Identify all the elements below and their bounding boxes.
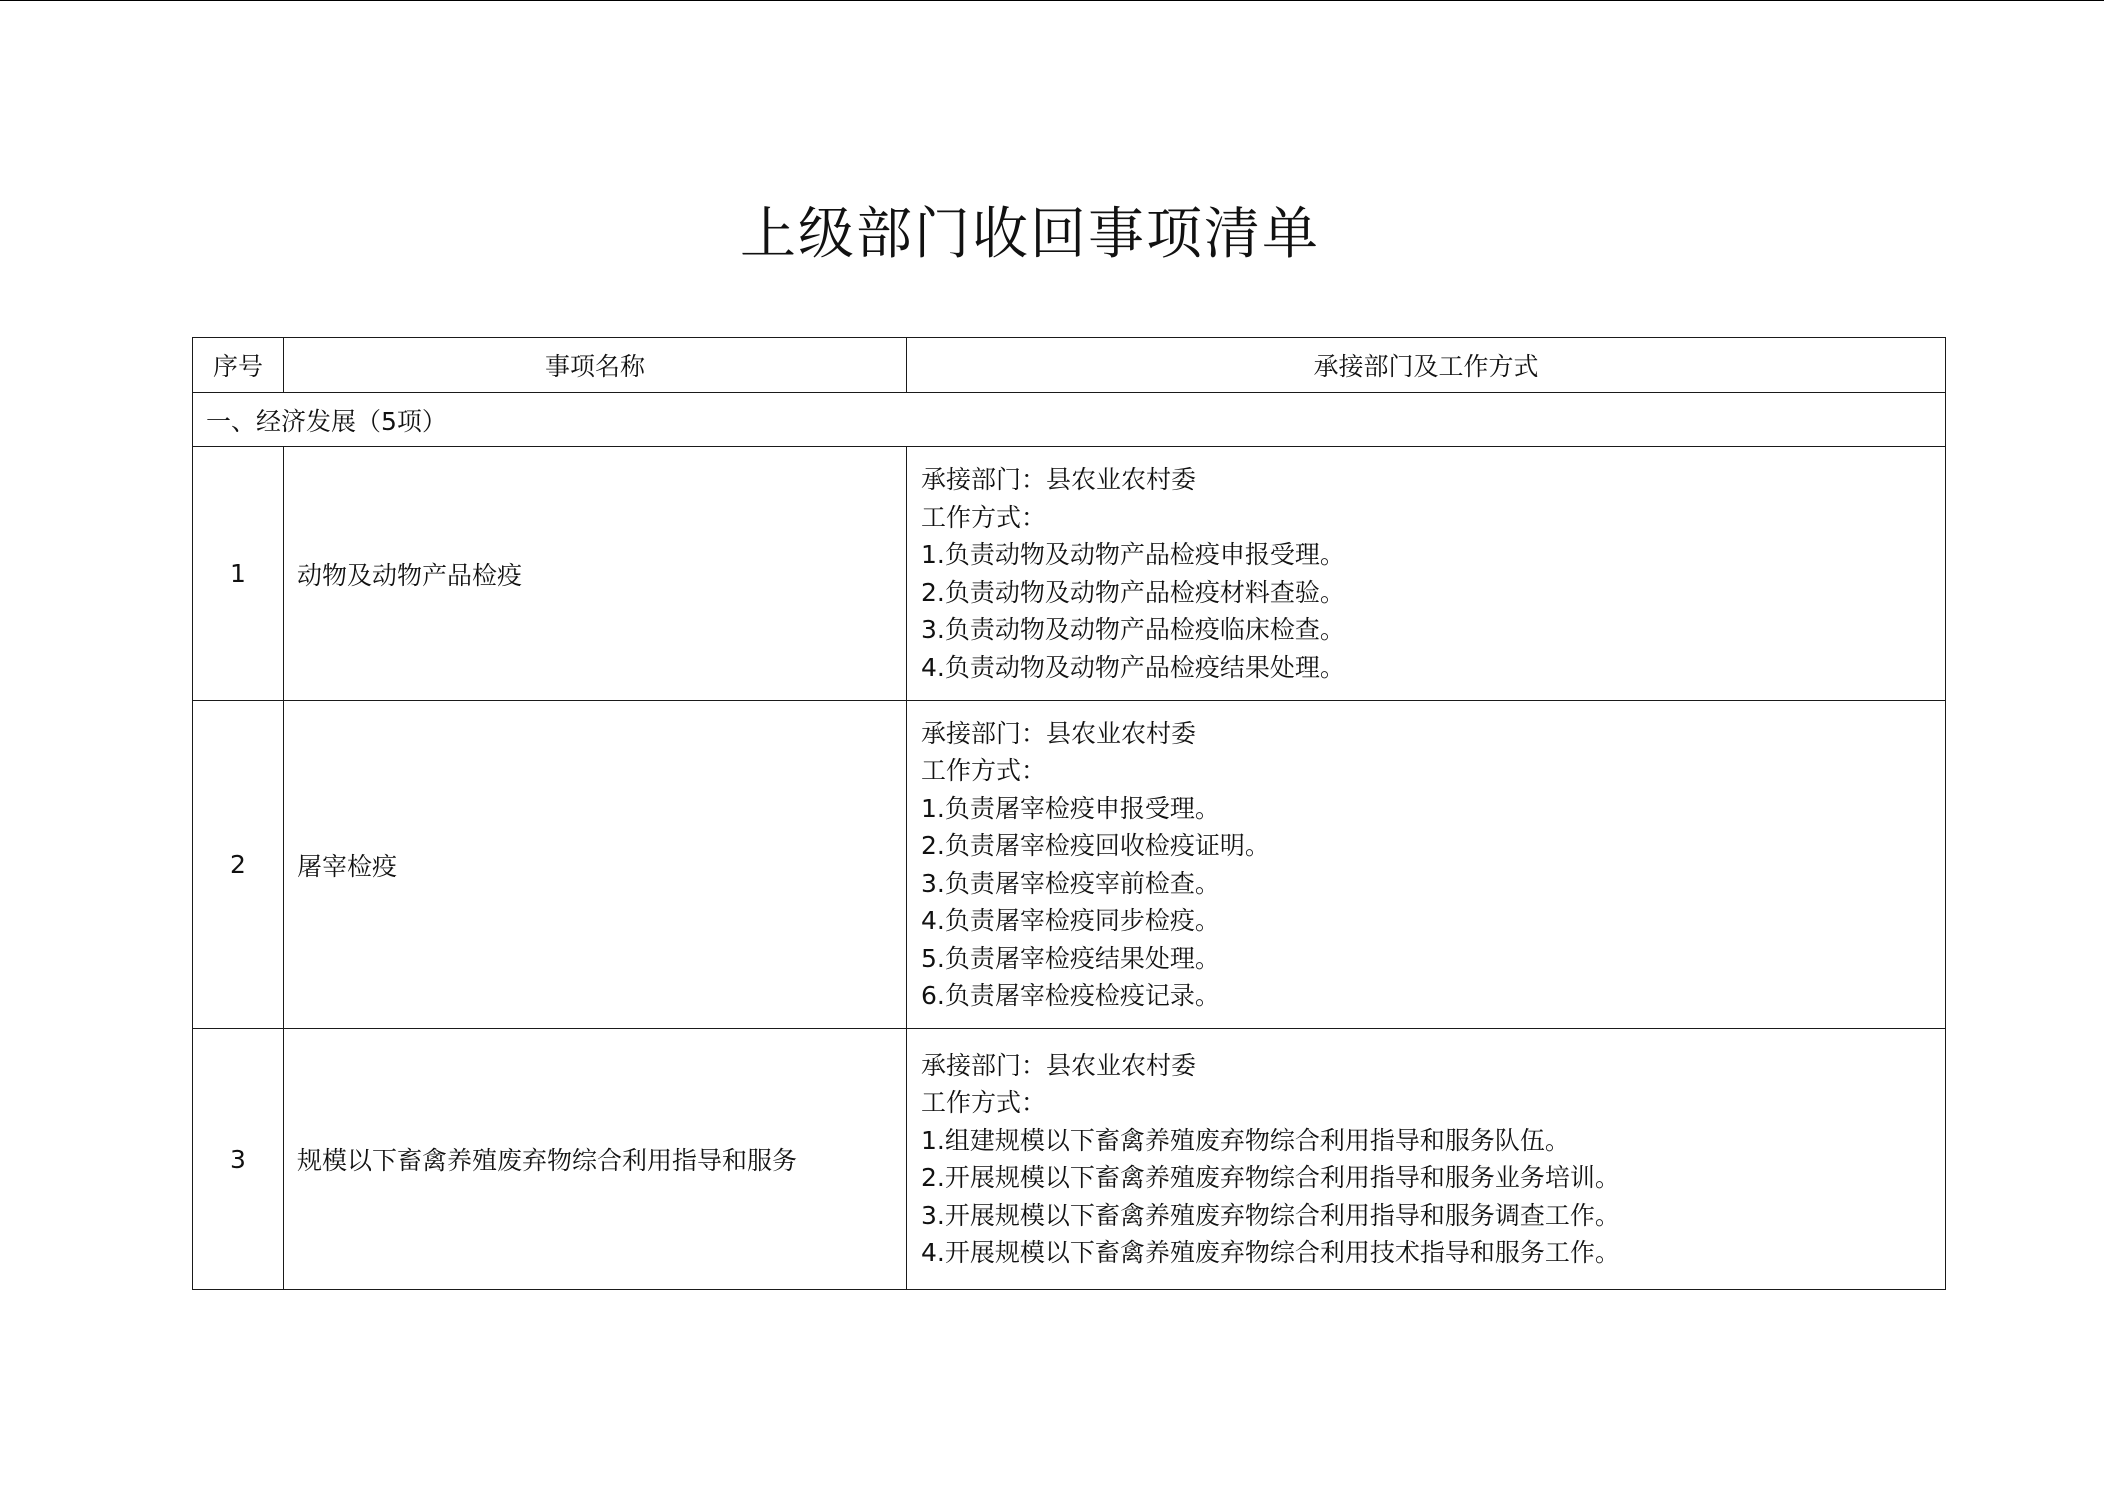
method-line: 1.负责动物及动物产品检疫申报受理。 [921,540,1345,569]
row-method-cell [907,447,1946,701]
method-line: 承接部门：县农业农村委 [921,1050,1197,1080]
table-header-row [193,338,1946,393]
header-index: 序号 [193,338,284,393]
method-line: 4.负责动物及动物产品检疫结果处理。 [921,652,1345,682]
method-line: 3.负责动物及动物产品检疫临床检查。 [921,615,1345,644]
row-method-cell [907,1029,1946,1290]
method-line: 工作方式： [921,502,1047,532]
section-label: 一、经济发展（5项） [193,393,1946,447]
method-line: 工作方式： [921,1088,1047,1117]
page-title: 上级部门收回事项清单 [740,202,1320,267]
row-index: 2 [193,701,284,1029]
method-line: 承接部门：县农业农村委 [921,465,1197,494]
method-line: 2.开展规模以下畜禽养殖废弃物综合利用指导和服务业务培训。 [921,1163,1620,1192]
method-line: 4.负责屠宰检疫同步检疫。 [921,906,1220,935]
method-line: 2.负责屠宰检疫回收检疫证明。 [921,831,1270,860]
method-line: 1.负责屠宰检疫申报受理。 [921,793,1220,823]
header-name: 事项名称 [284,338,907,393]
method-line: 承接部门：县农业农村委 [921,718,1197,748]
items-table [192,337,1946,1290]
method-line: 3.负责屠宰检疫宰前检查。 [921,868,1220,898]
method-line: 6.负责屠宰检疫检疫记录。 [921,981,1220,1010]
row-index: 3 [193,1029,284,1290]
table-row [193,1029,1946,1290]
table-row [193,701,1946,1029]
row-item-name: 规模以下畜禽养殖废弃物综合利用指导和服务 [284,1029,907,1290]
page-top-border [0,0,2104,1]
section-row [193,393,1946,447]
method-line: 5.负责屠宰检疫结果处理。 [921,943,1220,973]
method-line: 4.开展规模以下畜禽养殖废弃物综合利用技术指导和服务工作。 [921,1238,1620,1267]
method-line: 3.开展规模以下畜禽养殖废弃物综合利用指导和服务调查工作。 [921,1200,1620,1230]
row-item-name: 屠宰检疫 [284,701,907,1029]
row-index: 1 [193,447,284,701]
method-line: 1.组建规模以下畜禽养殖废弃物综合利用指导和服务队伍。 [921,1125,1570,1155]
row-item-name: 动物及动物产品检疫 [284,447,907,701]
table-row [193,447,1946,701]
method-line: 2.负责动物及动物产品检疫材料查验。 [921,577,1345,607]
header-method: 承接部门及工作方式 [907,338,1946,393]
row-method-cell [907,701,1946,1029]
method-line: 工作方式： [921,756,1047,785]
